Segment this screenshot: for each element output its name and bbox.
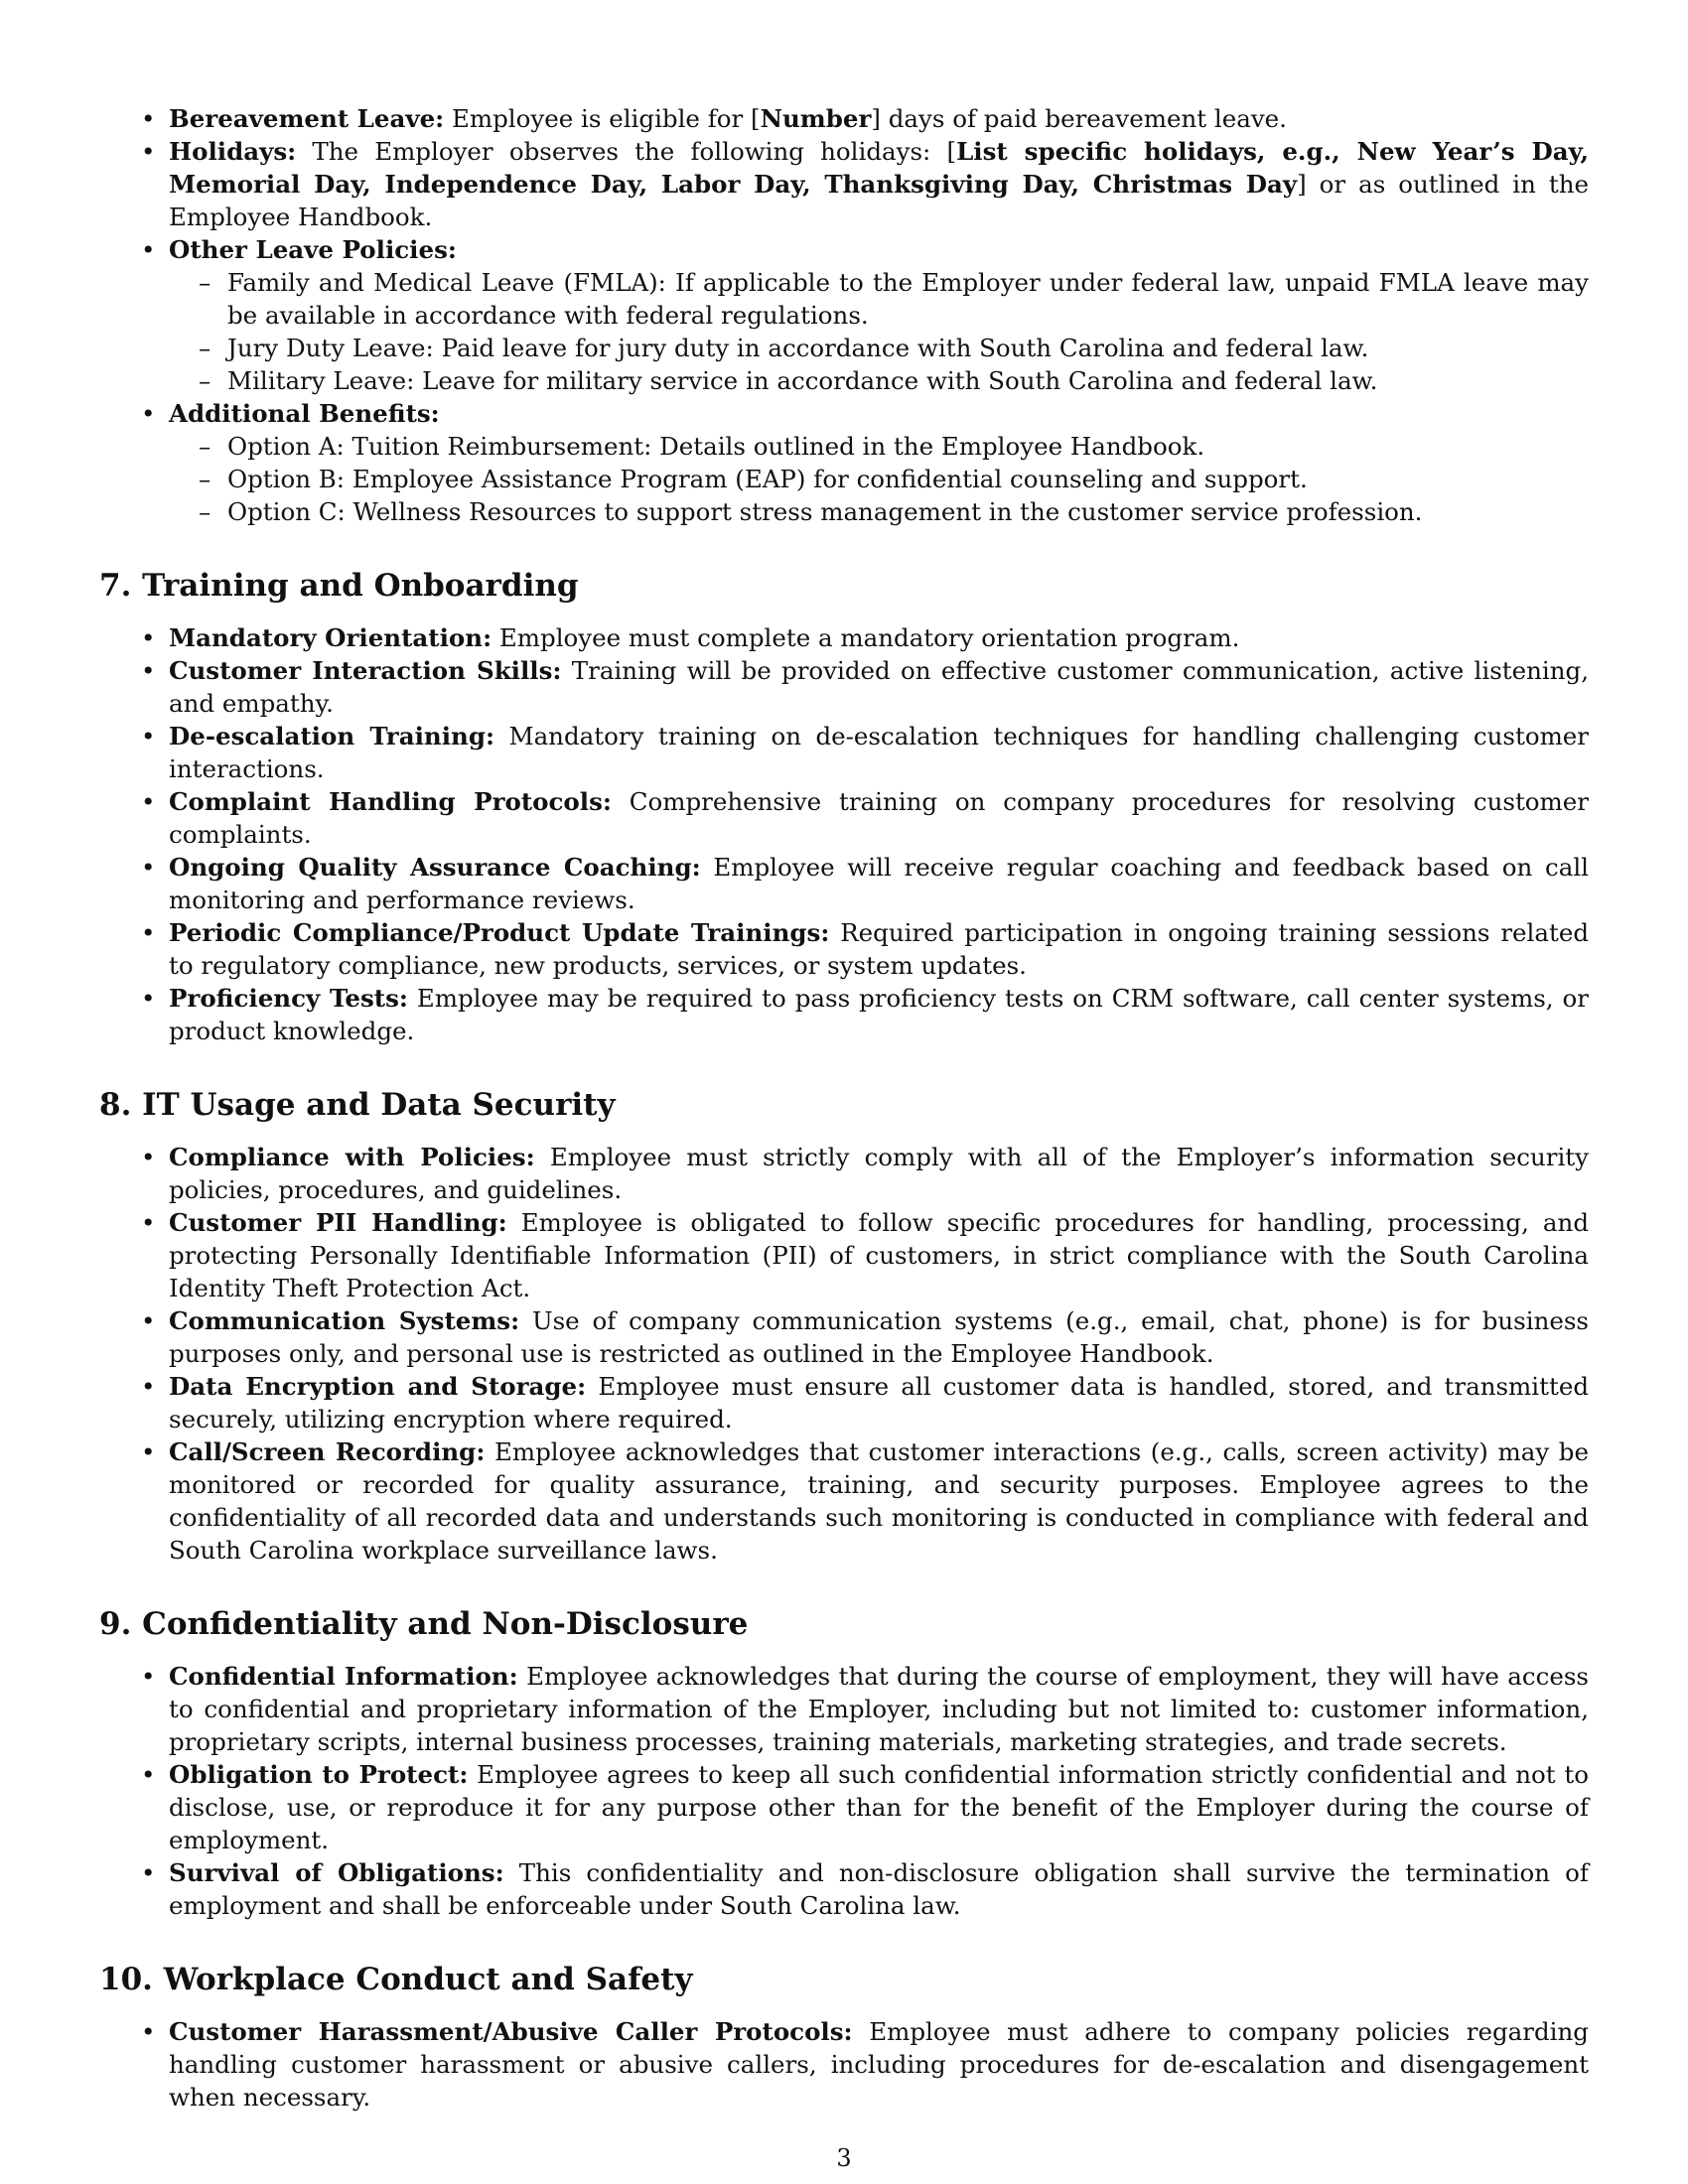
- item-text: Employee must adhere to company policies regarding handling customer harassment or abusive callers, including procedures for de-escalation and disengagement when necessary.: [169, 2017, 1589, 2112]
- item-label: Holidays:: [169, 137, 297, 166]
- list-item: [99, 1370, 1589, 1435]
- leave-benefits-list: [99, 102, 1589, 528]
- item-text: Employee must ensure all customer data is handled, stored, and transmitted securely, utilizing encryption where required.: [169, 1372, 1589, 1433]
- item-label: Call/Screen Recording:: [169, 1437, 486, 1466]
- section-heading-confidentiality: 9. Confidentiality and Non-Disclosure: [99, 1606, 749, 1642]
- item-label: Other Leave Policies:: [169, 235, 457, 264]
- list-item: [99, 1856, 1589, 1922]
- item-text: Comprehensive training on company procedures for resolving customer complaints.: [169, 787, 1589, 849]
- sublist-item: – Military Leave: Leave for military service in accordance with South Carolina and federal law.: [169, 364, 1589, 397]
- list-item-additional-benefits: [99, 397, 1589, 528]
- list-item: [99, 720, 1589, 785]
- item-text: Employee is obligated to follow specific procedures for handling, processing, and protecting Personally Identifiable Information (PII) of customers, in strict compliance with the South Carolina Identity Theft Protection Act.: [169, 1208, 1589, 1302]
- placeholder-number: Number: [760, 104, 872, 133]
- it-security-list: [99, 1141, 1589, 1567]
- item-label: Communication Systems:: [169, 1306, 520, 1335]
- item-label: De-escalation Training:: [169, 722, 495, 751]
- item-text: Training will be provided on effective customer communication, active listening, and empathy.: [169, 656, 1590, 718]
- item-label: Ongoing Quality Assurance Coaching:: [169, 853, 701, 882]
- item-label: Survival of Obligations:: [169, 1858, 504, 1887]
- item-label: Complaint Handling Protocols:: [169, 787, 612, 816]
- item-label: Additional Benefits:: [169, 399, 440, 428]
- sublist-item: – Option A: Tuition Reimbursement: Details outlined in the Employee Handbook.: [169, 430, 1589, 463]
- item-text: The Employer observes the following holidays: [: [296, 137, 957, 166]
- item-label: Compliance with Policies:: [169, 1143, 535, 1171]
- item-label: Proficiency Tests:: [169, 984, 408, 1013]
- item-text: Employee is eligible for [: [444, 104, 761, 133]
- item-text: Employee agrees to keep all such confidential information strictly confidential and not to disclose, use, or reproduce it for any purpose other than for the benefit of the Employer during the course of employment.: [169, 1760, 1589, 1854]
- item-label: Bereavement Leave:: [169, 104, 445, 133]
- item-label: Customer Interaction Skills:: [169, 656, 562, 685]
- item-text: Employee acknowledges that customer interactions (e.g., calls, screen activity) may be monitored or recorded for quality assurance, training, and security purposes. Employee agrees to the confidentiality of all recorded data and understands such monitoring is conducted in compliance with federal and South Carolina workplace surveillance laws.: [169, 1437, 1589, 1565]
- list-item-holidays: [99, 135, 1589, 233]
- list-item: [99, 2015, 1589, 2114]
- list-item: [99, 916, 1589, 982]
- item-label: Customer PII Handling:: [169, 1208, 507, 1237]
- item-text: Required participation in ongoing training sessions related to regulatory compliance, new products, services, or system updates.: [169, 918, 1589, 980]
- section-heading-training: 7. Training and Onboarding: [99, 568, 579, 604]
- list-item: [99, 1206, 1589, 1304]
- list-item: [99, 1304, 1589, 1370]
- item-text: Employee will receive regular coaching and feedback based on call monitoring and performance reviews.: [169, 853, 1589, 914]
- item-text: Employee must complete a mandatory orientation program.: [492, 623, 1240, 652]
- other-leave-sublist: [169, 266, 1589, 397]
- sublist-item: – Family and Medical Leave (FMLA): If applicable to the Employer under federal law, unpaid FMLA leave may be available in accordance with federal regulations.: [169, 266, 1589, 332]
- item-text: Employee acknowledges that during the course of employment, they will have access to confidential and proprietary information of the Employer, including but not limited to: customer information, proprietary scripts, internal business processes, training materials, marketing strategies, and trade secrets.: [169, 1662, 1590, 1756]
- training-list: [99, 621, 1589, 1047]
- item-label: Confidential Information:: [169, 1662, 518, 1691]
- item-label: Obligation to Protect:: [169, 1760, 469, 1789]
- list-item: [99, 1660, 1589, 1758]
- page-content: [99, 102, 1589, 2114]
- list-item: [99, 1758, 1589, 1856]
- list-item: [99, 621, 1589, 654]
- item-label: Mandatory Orientation:: [169, 623, 492, 652]
- item-text: Employee may be required to pass proficiency tests on CRM software, call center systems, or product knowledge.: [169, 984, 1590, 1045]
- list-item: [99, 851, 1589, 916]
- list-item-bereavement: [99, 102, 1589, 135]
- item-text: ] days of paid bereavement leave.: [871, 104, 1287, 133]
- list-item: [99, 654, 1589, 720]
- confidentiality-list: [99, 1660, 1589, 1922]
- sublist-item: – Jury Duty Leave: Paid leave for jury duty in accordance with South Carolina and federal law.: [169, 332, 1589, 364]
- item-label: Data Encryption and Storage:: [169, 1372, 587, 1401]
- list-item: [99, 785, 1589, 851]
- sublist-item: – Option B: Employee Assistance Program (EAP) for confidential counseling and support.: [169, 463, 1589, 495]
- workplace-conduct-list: [99, 2015, 1589, 2114]
- sublist-item: – Option C: Wellness Resources to support stress management in the customer service profession.: [169, 495, 1589, 528]
- additional-benefits-sublist: [169, 430, 1589, 528]
- item-label: Customer Harassment/Abusive Caller Protocols:: [169, 2017, 853, 2046]
- page-number: 3: [836, 2144, 852, 2172]
- item-text: Use of company communication systems (e.g., email, chat, phone) is for business purposes only, and personal use is restricted as outlined in the Employee Handbook.: [169, 1306, 1589, 1368]
- item-text: Mandatory training on de-escalation techniques for handling challenging customer interactions.: [169, 722, 1590, 783]
- list-item: [99, 1141, 1589, 1206]
- list-item: [99, 982, 1589, 1047]
- list-item: [99, 1435, 1589, 1567]
- item-text: ] or as outlined in the Employee Handbook.: [169, 170, 1589, 231]
- item-text: Employee must strictly comply with all of the Employer’s information security policies, procedures, and guidelines.: [169, 1143, 1589, 1204]
- section-heading-it-security: 8. IT Usage and Data Security: [99, 1087, 616, 1123]
- item-text: This confidentiality and non-disclosure obligation shall survive the termination of employment and shall be enforceable under South Carolina law.: [169, 1858, 1589, 1920]
- list-item-other-leave: [99, 233, 1589, 397]
- placeholder-holidays: List specific holidays, e.g., New Year’s Day, Memorial Day, Independence Day, Labor Day, Thanksgiving Day, Christmas Day: [169, 137, 1589, 199]
- section-heading-workplace-conduct: 10. Workplace Conduct and Safety: [99, 1962, 693, 1997]
- item-label: Periodic Compliance/Product Update Trainings:: [169, 918, 830, 947]
